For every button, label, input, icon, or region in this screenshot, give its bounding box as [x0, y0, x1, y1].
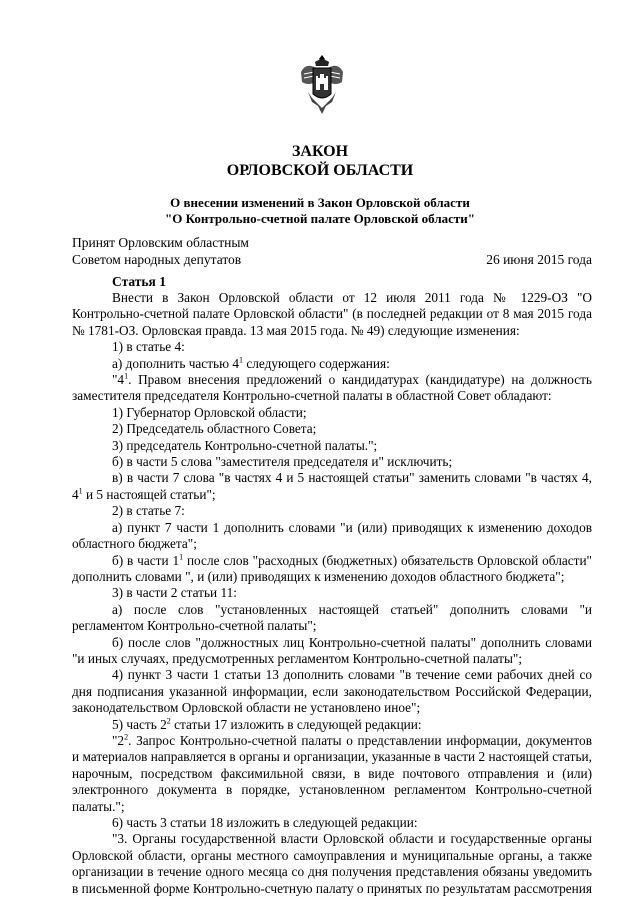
paragraph: 2) Председатель областного Совета;	[112, 421, 317, 437]
article-body	[72, 290, 592, 897]
paragraph: 6) часть 3 статьи 18 изложить в следующей редакции:	[112, 815, 418, 830]
paragraph: 5) часть $2^2$ статьи 17 изложить в следующей редакции:	[112, 716, 422, 732]
paragraph: а) дополнить частью $4^1$ следующего содержания:	[112, 355, 390, 371]
paragraph: 2) в статье 7:	[112, 503, 185, 519]
paragraph: в) в части 7 слова "в частях 4 и 5 настоящей статьи" заменить словами "в частях 4, $4^1$ и 5 настоящей статьи";	[72, 470, 592, 502]
paragraph: 4) пункт 3 части 1 статьи 13 дополнить словами "в течение семи рабочих дней со дня подписания указанной информации, если законодательством Российской Федерации, законодательством Орловской области не установлено иное";	[72, 667, 592, 716]
adoption-date: 26 июня 2015 года	[486, 252, 592, 267]
paragraph: 1) в статье 4:	[112, 339, 185, 355]
paragraph: "$2^2$. Запрос Контрольно-счетной палаты о представлении информации, документов и материалов направляется в органы и организации, указанные в части 2 настоящей статьи, нарочным, посредством факсимильной связи, в виде почтового отправления и (или) электронного документа в порядке, установленном регламентом Контрольно-счетной палаты.";	[72, 732, 592, 814]
region-title: ОРЛОВСКОЙ ОБЛАСТИ	[226, 162, 414, 179]
coat-of-arms-icon	[298, 52, 346, 116]
paragraph: б) в части $1^1$ после слов "расходных (бюджетных) обязательств Орловской области" дополнить словами ", и (или) приводящих к изменению доходов областного бюджета";	[72, 552, 592, 584]
paragraph: а) после слов "установленных настоящей статьей" дополнить словами "и регламентом Контрольно-счетной палаты";	[72, 601, 592, 634]
paragraph: а) пункт 7 части 1 дополнить словами "и (или) приводящих к изменению доходов областного бюджета";	[72, 519, 592, 552]
paragraph: 3) председатель Контрольно-счетной палаты.";	[112, 437, 378, 453]
paragraph: б) после слов "должностных лиц Контрольно-счетной палаты" дополнить словами "и иных случаях, предусмотренных регламентом Контрольно-счетной палаты";	[72, 634, 592, 666]
paragraph: "3. Органы государственной власти Орловской области и государственные органы Орловской области, органы местного самоуправления и муниципальные органы, а также организации в течение одного месяца со дня получения представления обязаны уведомить в письменной форме Контрольно-счетную палату о принятых по результатам рассмотрения	[72, 831, 592, 896]
adopted-by-line1: Принят Орловским областным	[72, 235, 249, 250]
adopted-by-line2: Советом народных депутатов	[72, 252, 242, 267]
paragraph: 1) Губернатор Орловской области;	[112, 404, 307, 420]
paragraph: Внести в Закон Орловской области от 12 июля 2011 года № 1229-ОЗ "О Контрольно-счетной палате Орловской области" (в последней редакции от 8 мая 2015 года № 1781-ОЗ. Орловская правда. 13 мая 2015 года. № 49) следующие изменения:	[72, 290, 592, 338]
law-subtitle-line1: О внесении изменений в Закон Орловской области	[170, 195, 470, 210]
paragraph: "$4^1$. Правом внесения предложений о кандидатурах (кандидатуре) на должность заместителя председателя Контрольно-счетной палаты в областной Совет обладают:	[72, 371, 592, 404]
law-subtitle-line2: "О Контрольно-счетной палате Орловской области"	[165, 211, 475, 226]
paragraph: б) в части 5 слова "заместителя председателя и" исключить;	[112, 454, 453, 470]
article-heading: Статья 1	[112, 274, 166, 289]
law-title: ЗАКОН	[291, 143, 349, 160]
paragraph: 3) в части 2 статьи 11:	[112, 585, 237, 601]
